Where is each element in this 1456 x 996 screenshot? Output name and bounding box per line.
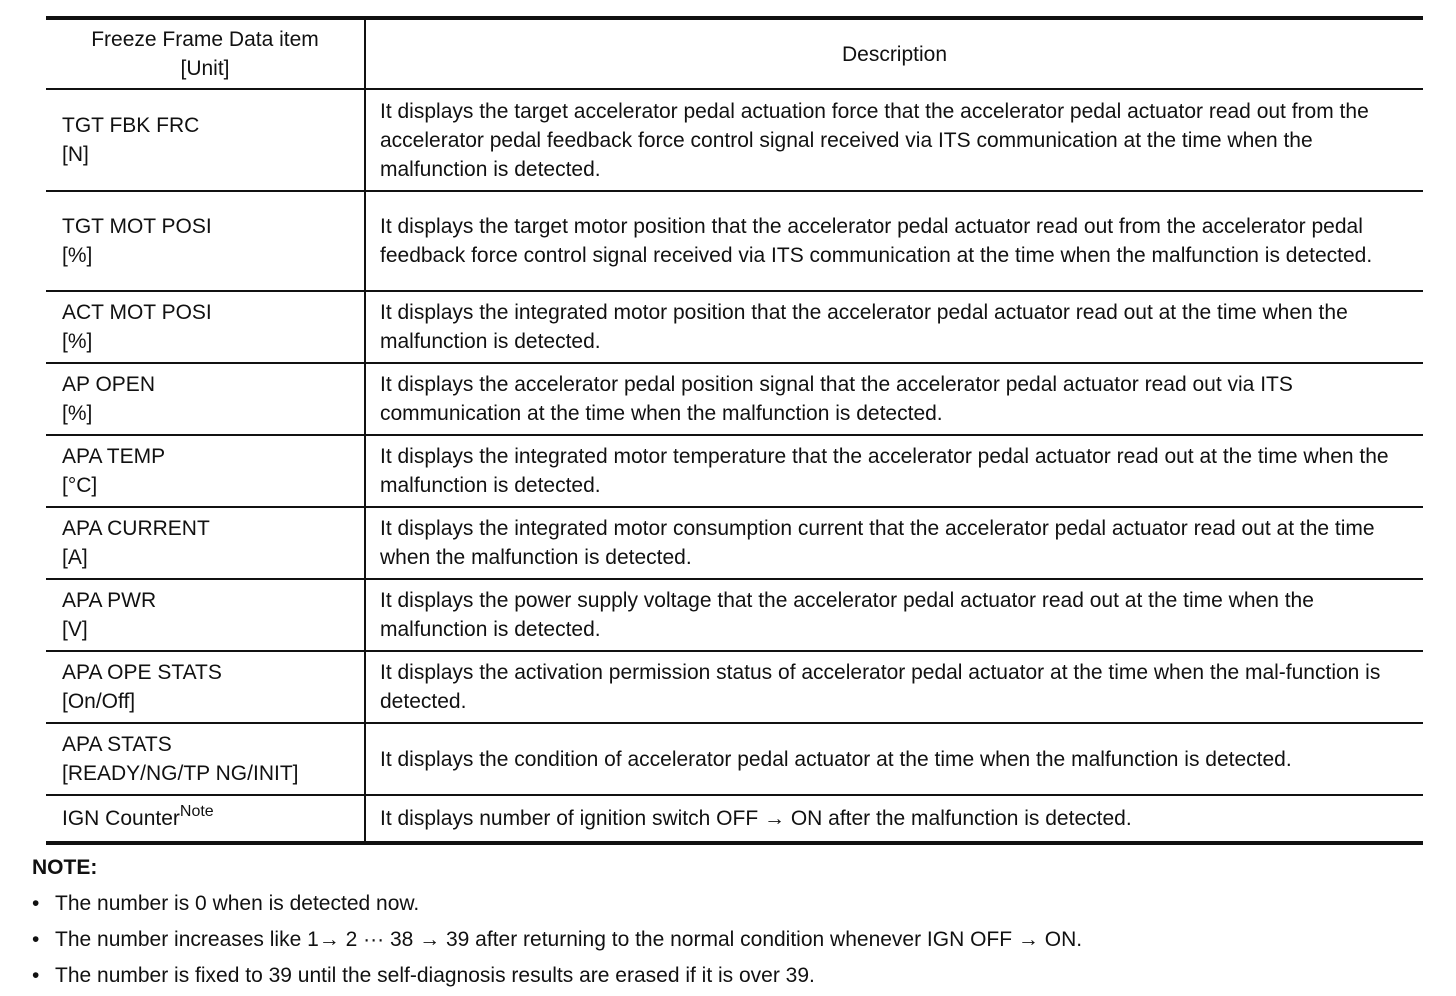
item-name: APA TEMP [62,445,166,468]
item-cell [46,435,365,507]
note-text: The number is fixed to 39 until the self-diagnosis results are erased if it is over 39. [55,964,815,987]
table-row [46,795,1423,843]
description-cell: It displays the activation permission status of accelerator pedal actuator at the time when the mal-function is detected. [365,651,1423,723]
item-name: APA OPE STATS [62,661,222,684]
description-cell: It displays number of ignition switch OFF → ON after the malfunction is detected. [365,795,1423,843]
table-row [46,723,1423,795]
table-header-row [46,18,1423,89]
description-cell: It displays the condition of accelerator pedal actuator at the time when the malfunction is detected. [365,723,1423,795]
table-row [46,89,1423,191]
item-cell [46,579,365,651]
item-unit: [N] [62,143,89,166]
description-cell: It displays the integrated motor temperature that the accelerator pedal actuator read out at the time when the malfunction is detected. [365,435,1423,507]
item-unit: [A] [62,546,88,569]
list-item [32,958,1082,994]
table-row [46,291,1423,363]
item-unit: [On/Off] [62,690,136,713]
item-unit: [%] [62,244,93,267]
note-list [32,886,1082,994]
description-cell: It displays the target accelerator pedal actuation force that the accelerator pedal actuator read out from the accelerator pedal feedback force control signal received via ITS communication at the time when the malfunction is detected. [365,89,1423,191]
item-cell [46,291,365,363]
list-item [32,922,1082,958]
item-name: ACT MOT POSI [62,301,212,324]
note-title: NOTE: [32,856,98,879]
table-row [46,651,1423,723]
bullet-icon: • [32,964,40,987]
item-unit: [READY/NG/TP NG/INIT] [62,762,299,785]
description-cell: It displays the power supply voltage that the accelerator pedal actuator read out at the time when the malfunction is detected. [365,579,1423,651]
item-name: IGN Counter [62,807,180,830]
item-unit: [°C] [62,474,98,497]
bullet-icon: • [32,928,40,951]
freeze-frame-data-table [46,16,1423,845]
item-name: TGT FBK FRC [62,114,200,137]
table-row [46,579,1423,651]
item-cell [46,191,365,291]
table-row [46,507,1423,579]
freeze-frame-document [46,16,1423,845]
item-cell [46,507,365,579]
item-name: APA CURRENT [62,517,210,540]
item-cell [46,723,365,795]
item-name: APA STATS [62,733,172,756]
item-cell [46,651,365,723]
note-superscript: Note [179,803,214,820]
notes-section [32,850,1082,994]
header-item-unit [46,18,365,89]
description-cell: It displays the integrated motor position that the accelerator pedal actuator read out at the time when the malfunction is detected. [365,291,1423,363]
item-unit: [%] [62,330,93,353]
item-cell [46,363,365,435]
item-cell [46,795,365,843]
description-cell: It displays the target motor position that the accelerator pedal actuator read out from the accelerator pedal feedback force control signal received via ITS communication at the time when the malfunction is detected. [365,191,1423,291]
description-cell: It displays the integrated motor consumption current that the accelerator pedal actuator read out at the time when the malfunction is detected. [365,507,1423,579]
table-row [46,191,1423,291]
item-unit: [%] [62,402,93,425]
item-name: AP OPEN [62,373,155,396]
note-text: The number is 0 when is detected now. [55,892,420,915]
item-name: TGT MOT POSI [62,215,212,238]
header-item-label: Freeze Frame Data item [91,28,319,51]
description-cell: It displays the accelerator pedal position signal that the accelerator pedal actuator read out via ITS communication at the time when the malfunction is detected. [365,363,1423,435]
note-text: The number increases like 1→ 2 ··· 38 → 39 after returning to the normal condition whenever IGN OFF → ON. [55,928,1083,951]
bullet-icon: • [32,892,40,915]
item-unit: [V] [62,618,88,641]
list-item [32,886,1082,922]
item-cell [46,89,365,191]
item-name: APA PWR [62,589,157,612]
table-row [46,363,1423,435]
header-unit-label: [Unit] [180,57,230,80]
table-row [46,435,1423,507]
header-description: Description [365,18,1423,89]
